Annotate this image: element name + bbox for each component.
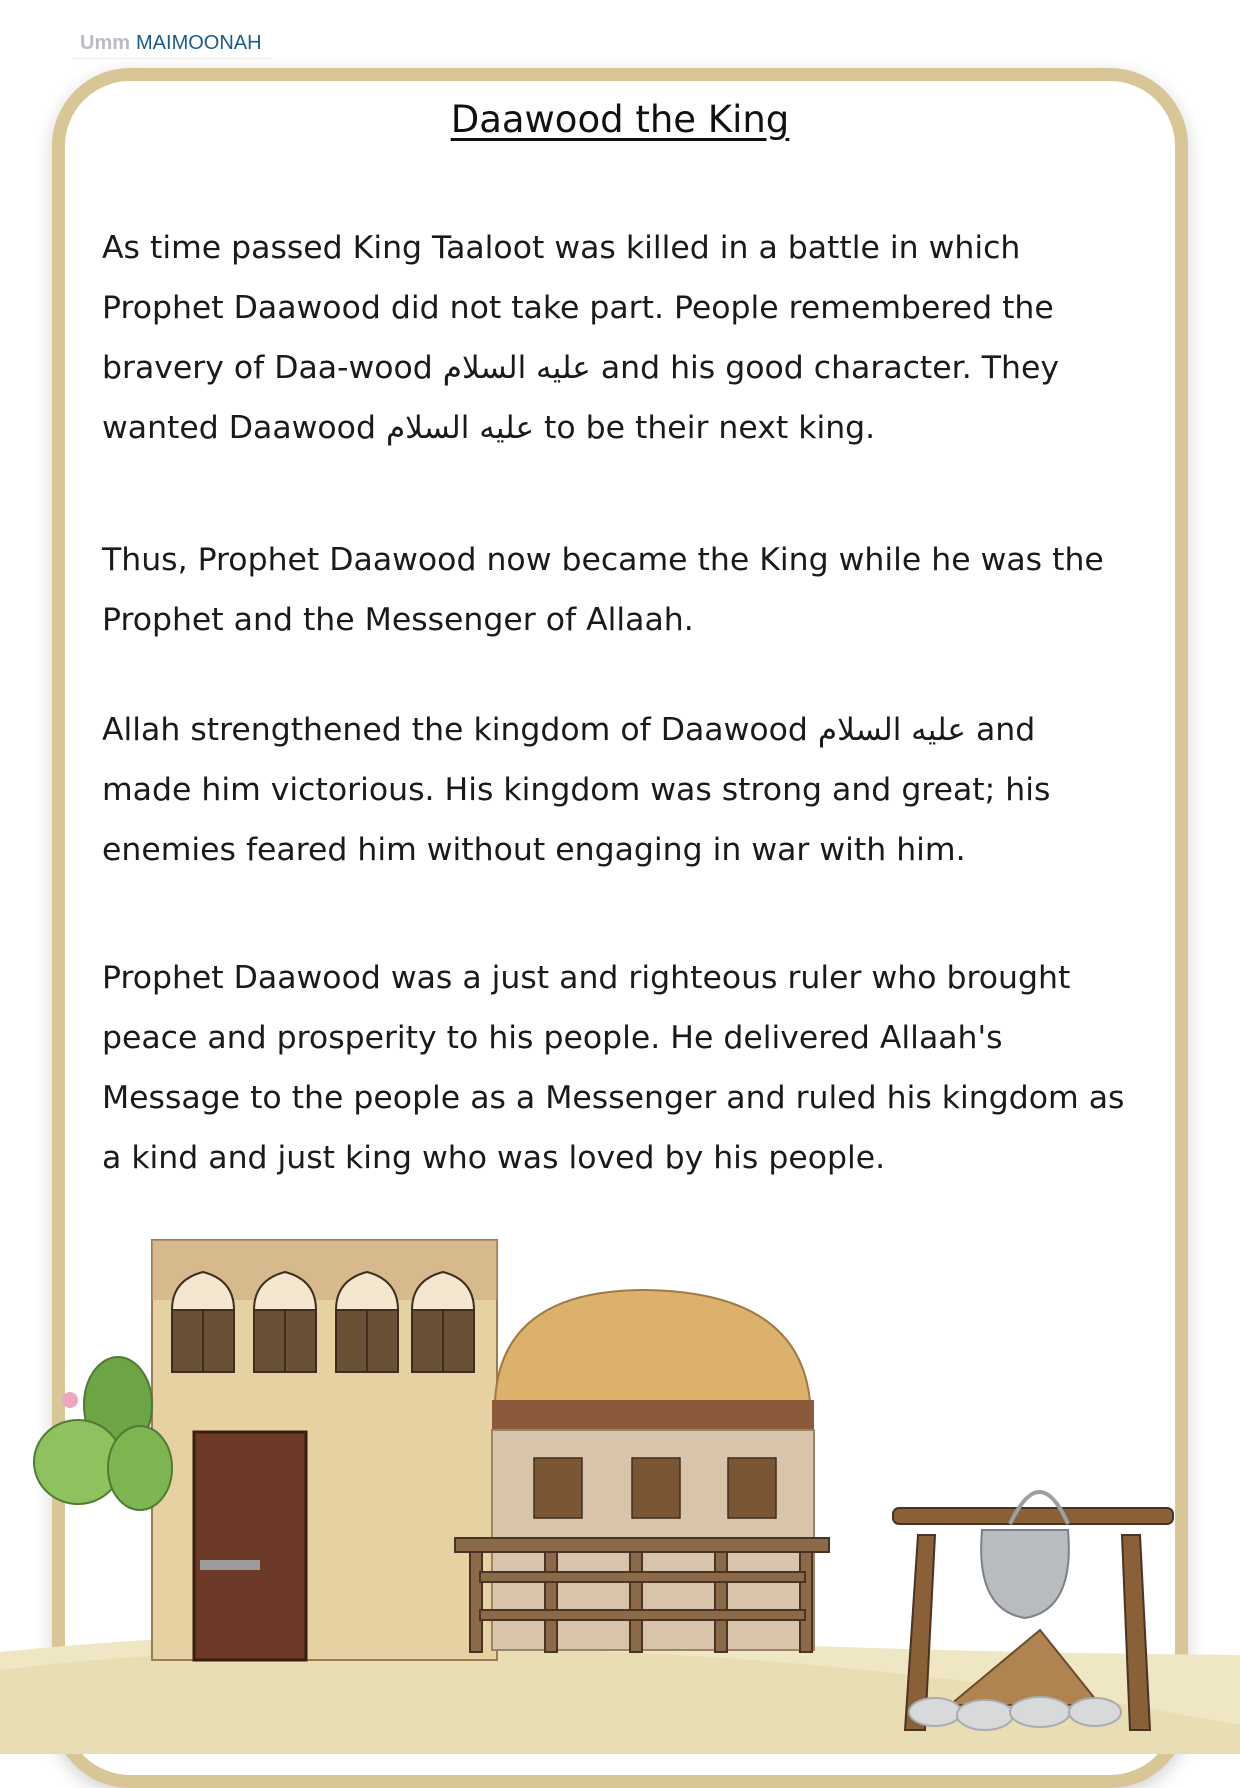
p1-arabic-2: عليه السلام: [385, 410, 534, 446]
dome: [495, 1290, 810, 1402]
brand-logo: [72, 28, 272, 58]
p3-text-b: and made him victorious. His kingdom was strong and great; his enemies feared him without engaging in war with him.: [102, 712, 1051, 868]
cooking-pot: [981, 1530, 1069, 1618]
domed-house: [455, 1290, 829, 1652]
p1-text-a: As time passed King Taaloot was killed in a battle in which Prophet Daawood did not take part. People remembered the bravery of Daa-wood: [102, 230, 1054, 386]
tall-house: [152, 1240, 497, 1660]
paragraph-3: [102, 700, 1132, 880]
p3-text-a: Allah strengthened the kingdom of Daawood: [102, 712, 808, 748]
p1-text-b: and his good character. They wanted Daawood: [102, 350, 1059, 446]
p3-arabic: عليه السلام: [817, 712, 966, 748]
paragraph-1: [102, 218, 1132, 458]
page-title: Daawood the King: [450, 98, 790, 141]
p1-text-c: to be their next king.: [543, 410, 876, 446]
wooden-door: [194, 1432, 306, 1660]
paragraph-4: Prophet Daawood was a just and righteous ruler who brought peace and prosperity to his people. He delivered Allaah's Message to the people as a Messenger and ruled his kingdom as a kind and just king who was loved by his people.: [102, 960, 1125, 1176]
p1-arabic-1: عليه السلام: [442, 350, 591, 386]
brand-name: MAIMOONAH: [136, 31, 262, 54]
village-illustration: [0, 1200, 1240, 1754]
brand-umm: Umm: [80, 31, 131, 54]
paragraph-2: Thus, Prophet Daawood now became the King while he was the Prophet and the Messenger of Allaah.: [102, 542, 1104, 638]
